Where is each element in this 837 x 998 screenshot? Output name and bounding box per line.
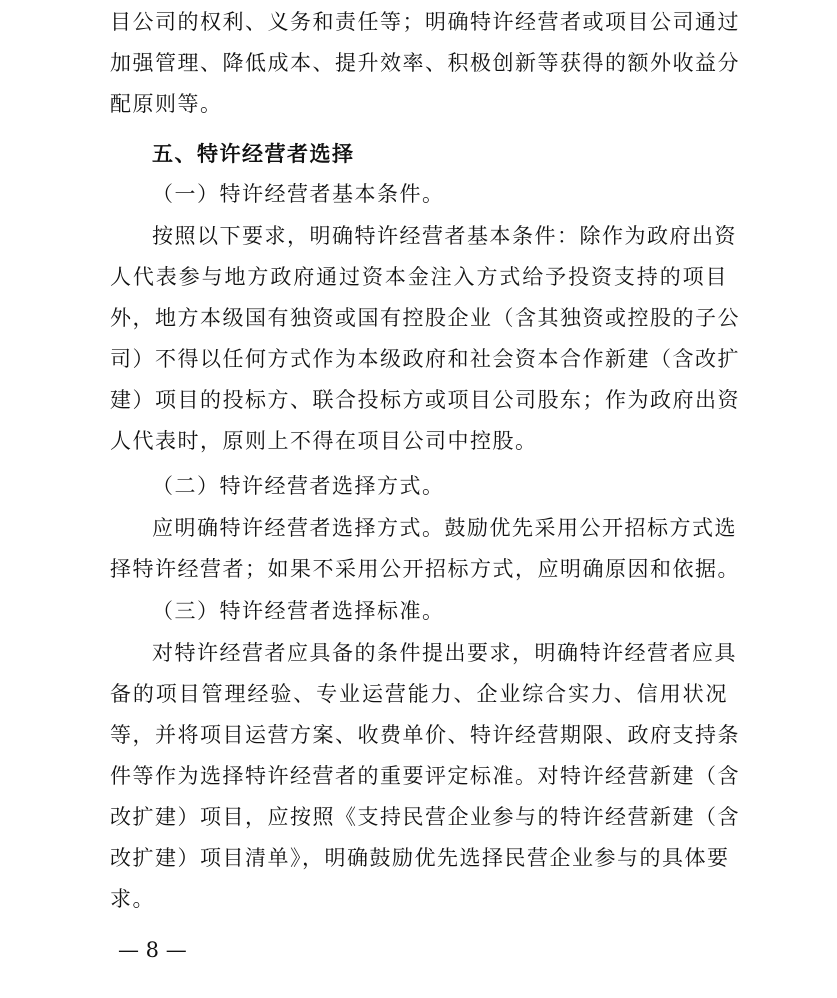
text-line: 加强管理、降低成本、提升效率、积极创新等获得的额外收益分: [110, 51, 740, 75]
subsection-heading-2: （二）特许经营者选择方式。: [152, 474, 445, 498]
text-line: 目公司的权利、义务和责任等；明确特许经营者或项目公司通过: [110, 10, 740, 34]
text-line: 配原则等。: [110, 92, 223, 116]
text-line: 建）项目的投标方、联合投标方或项目公司股东；作为政府出资: [110, 388, 740, 412]
text-line: 求。: [110, 887, 155, 911]
subsection-heading-1: （一）特许经营者基本条件。: [152, 182, 445, 206]
text-line: 应明确特许经营者选择方式。鼓励优先采用公开招标方式选: [152, 516, 737, 540]
paragraph-continuation: [110, 2, 740, 125]
text-line: 改扩建）项目，应按照《支持民营企业参与的特许经营新建（含: [110, 805, 740, 829]
paragraph-basic-conditions: [110, 216, 740, 462]
paragraph-selection-criteria: [110, 633, 740, 920]
subsection-heading-3: （三）特许经营者选择标准。: [152, 599, 445, 623]
text-line: 人代表参与地方政府通过资本金注入方式给予投资支持的项目: [110, 265, 728, 289]
text-line: 改扩建）项目清单》，明确鼓励优先选择民营企业参与的具体要: [110, 846, 730, 870]
text-line: 备的项目管理经验、专业运营能力、企业综合实力、信用状况: [110, 682, 728, 706]
text-line: 件等作为选择特许经营者的重要评定标准。对特许经营新建（含: [110, 764, 740, 788]
text-line: 择特许经营者；如果不采用公开招标方式，应明确原因和依据。: [110, 557, 740, 581]
text-line: 等，并将项目运营方案、收费单价、特许经营期限、政府支持条: [110, 723, 740, 747]
page-number: — 8 —: [118, 938, 187, 962]
paragraph-selection-method: [110, 508, 740, 590]
text-line: 人代表时，原则上不得在项目公司中控股。: [110, 429, 538, 453]
text-line: 对特许经营者应具备的条件提出要求，明确特许经营者应具: [152, 641, 737, 665]
section-heading-5: 五、特许经营者选择: [152, 141, 355, 166]
text-line: 司）不得以任何方式作为本级政府和社会资本合作新建（含改扩: [110, 347, 740, 371]
text-line: 按照以下要求，明确特许经营者基本条件：除作为政府出资: [152, 224, 737, 248]
text-line: 外，地方本级国有独资或国有控股企业（含其独资或控股的子公: [110, 306, 740, 330]
